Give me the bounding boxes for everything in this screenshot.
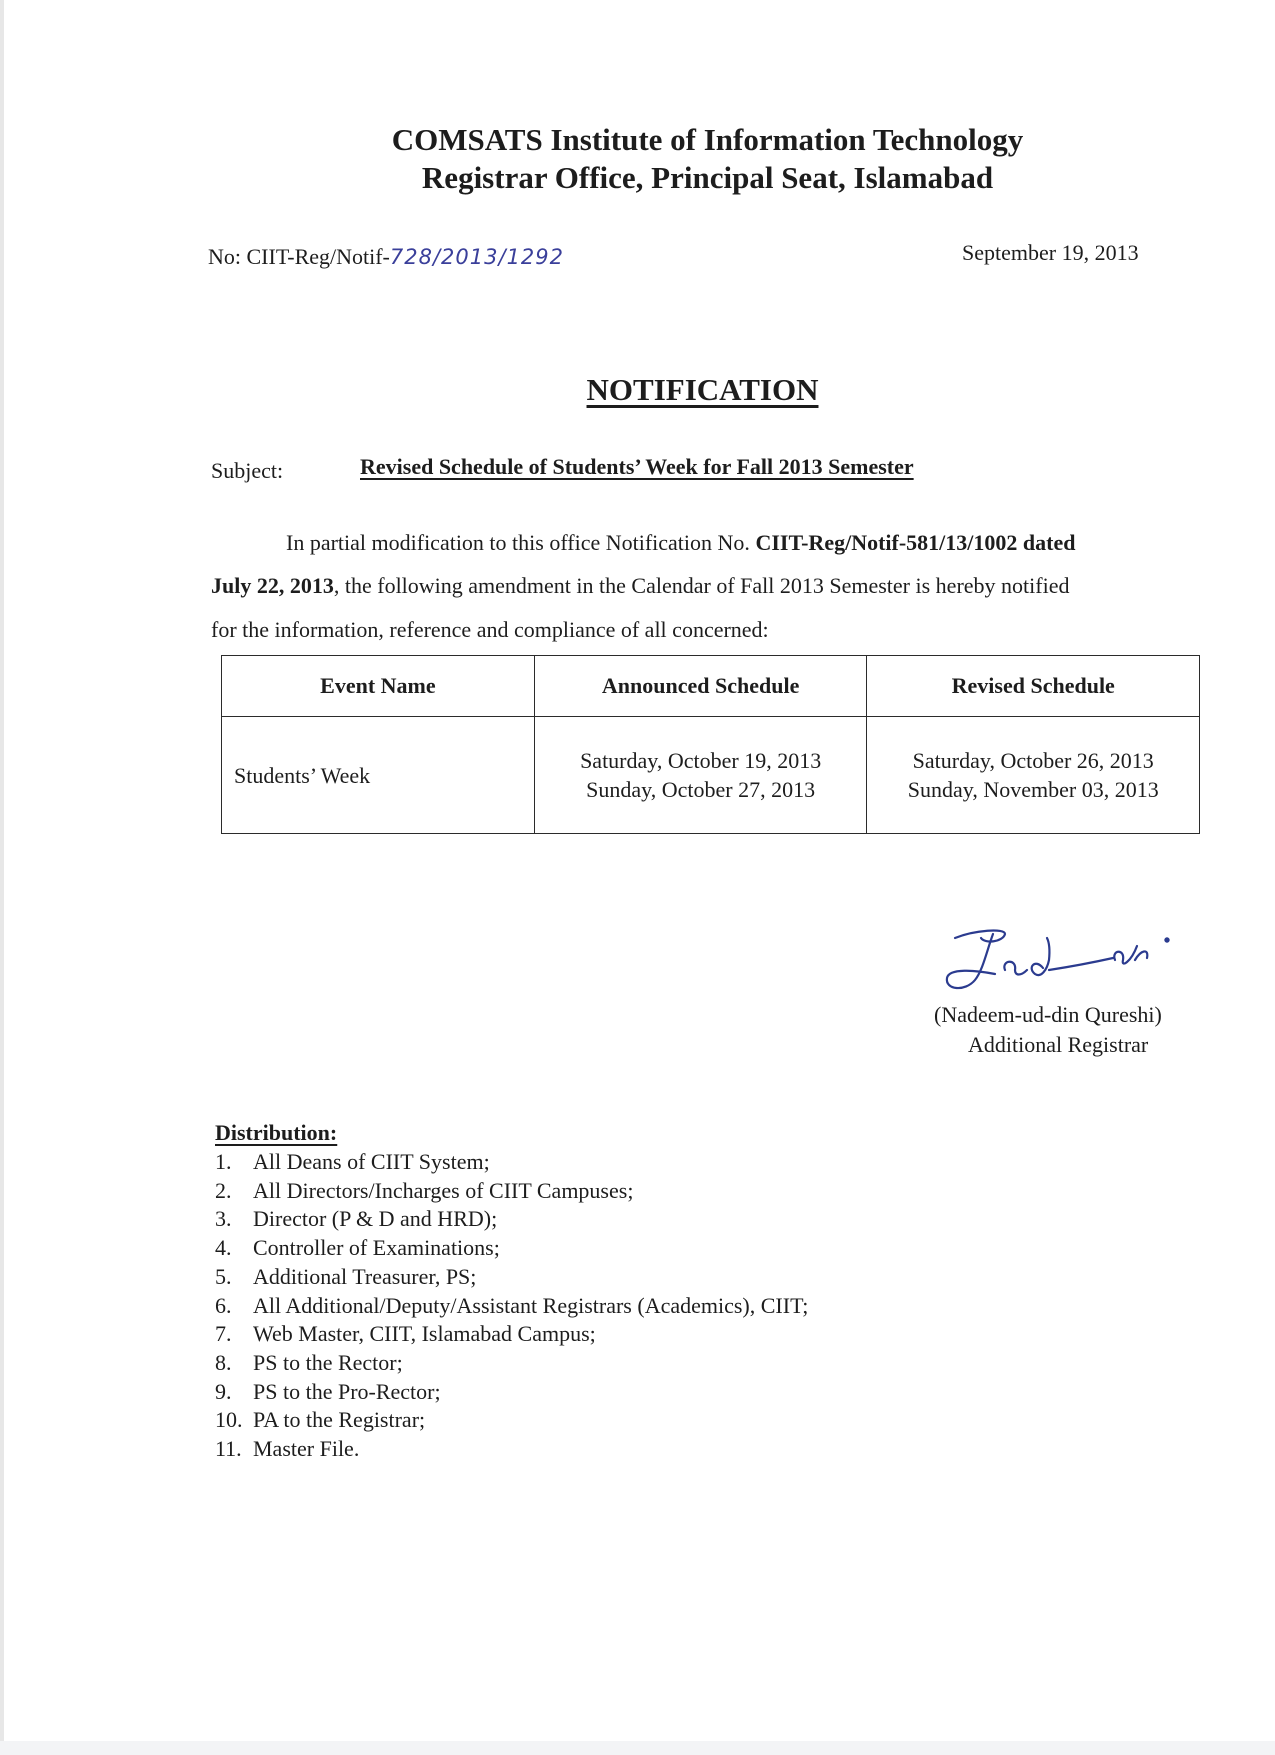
reference-handwritten: 728/2013/1292 [389,245,565,269]
signatory-designation: Additional Registrar [968,1032,1149,1057]
list-item: 10. PA to the Registrar; [215,1407,426,1433]
body-text: , the following amendment in the Calendar of Fall 2013 Semester is hereby notified [333,573,1070,598]
table-header-row [222,656,1200,717]
reference-number [208,244,564,270]
list-item: 9. PS to the Pro-Rector; [215,1378,441,1404]
table-row [222,717,1200,834]
scan-edge-bottom [0,1741,1275,1755]
event-cell: Students’ Week [222,717,535,834]
header-revised-schedule: Revised Schedule [867,656,1200,717]
list-item: 11. Master File. [215,1436,360,1462]
body-line-1 [286,530,1275,556]
list-item: 5. Additional Treasurer, PS; [215,1263,477,1289]
list-item: 4. Controller of Examinations; [215,1235,500,1261]
list-item: 8. PS to the Rector; [215,1349,403,1375]
body-bold: CIIT-Reg/Notif-581/13/1002 dated [755,530,1076,555]
notification-title: NOTIFICATION [586,372,819,407]
body-line-2 [211,573,1201,599]
scan-edge [0,0,4,1755]
revised-end: Sunday, November 03, 2013 [907,777,1159,802]
schedule-table [221,655,1200,834]
body-text: In partial modification to this office Notification No. [286,530,756,555]
reference-prefix: No: CIIT-Reg/Notif- [208,244,390,269]
announced-start: Saturday, October 19, 2013 [580,748,822,773]
revised-cell [867,717,1200,834]
handwritten-signature [935,920,1215,1000]
header-event-name: Event Name [222,656,535,717]
revised-start: Saturday, October 26, 2013 [912,748,1154,773]
document-date: September 19, 2013 [962,240,1139,265]
subject-text: Revised Schedule of Students’ Week for Fall 2013 Semester [360,454,914,479]
distribution-list [215,1148,808,1464]
body-bold: July 22, 2013 [211,573,334,598]
body-line-3: for the information, reference and compliance of all concerned: [211,617,769,642]
institute-name: COMSATS Institute of Information Technology [391,122,1024,157]
distribution-title: Distribution: [215,1120,338,1145]
list-item: 7. Web Master, CIIT, Islamabad Campus; [215,1321,596,1347]
list-item: 2. All Directors/Incharges of CIIT Campuses; [215,1177,634,1203]
announced-end: Sunday, October 27, 2013 [586,777,816,802]
header-announced-schedule: Announced Schedule [534,656,867,717]
list-item: 1. All Deans of CIIT System; [215,1149,490,1174]
signatory-name: (Nadeem-ud-din Qureshi) [934,1002,1162,1027]
office-name: Registrar Office, Principal Seat, Islamabad [421,160,994,195]
subject-label: Subject: [211,458,284,483]
list-item: 6. All Additional/Deputy/Assistant Registrars (Academics), CIIT; [215,1292,809,1318]
announced-cell [534,717,867,834]
list-item: 3. Director (P & D and HRD); [215,1206,498,1232]
